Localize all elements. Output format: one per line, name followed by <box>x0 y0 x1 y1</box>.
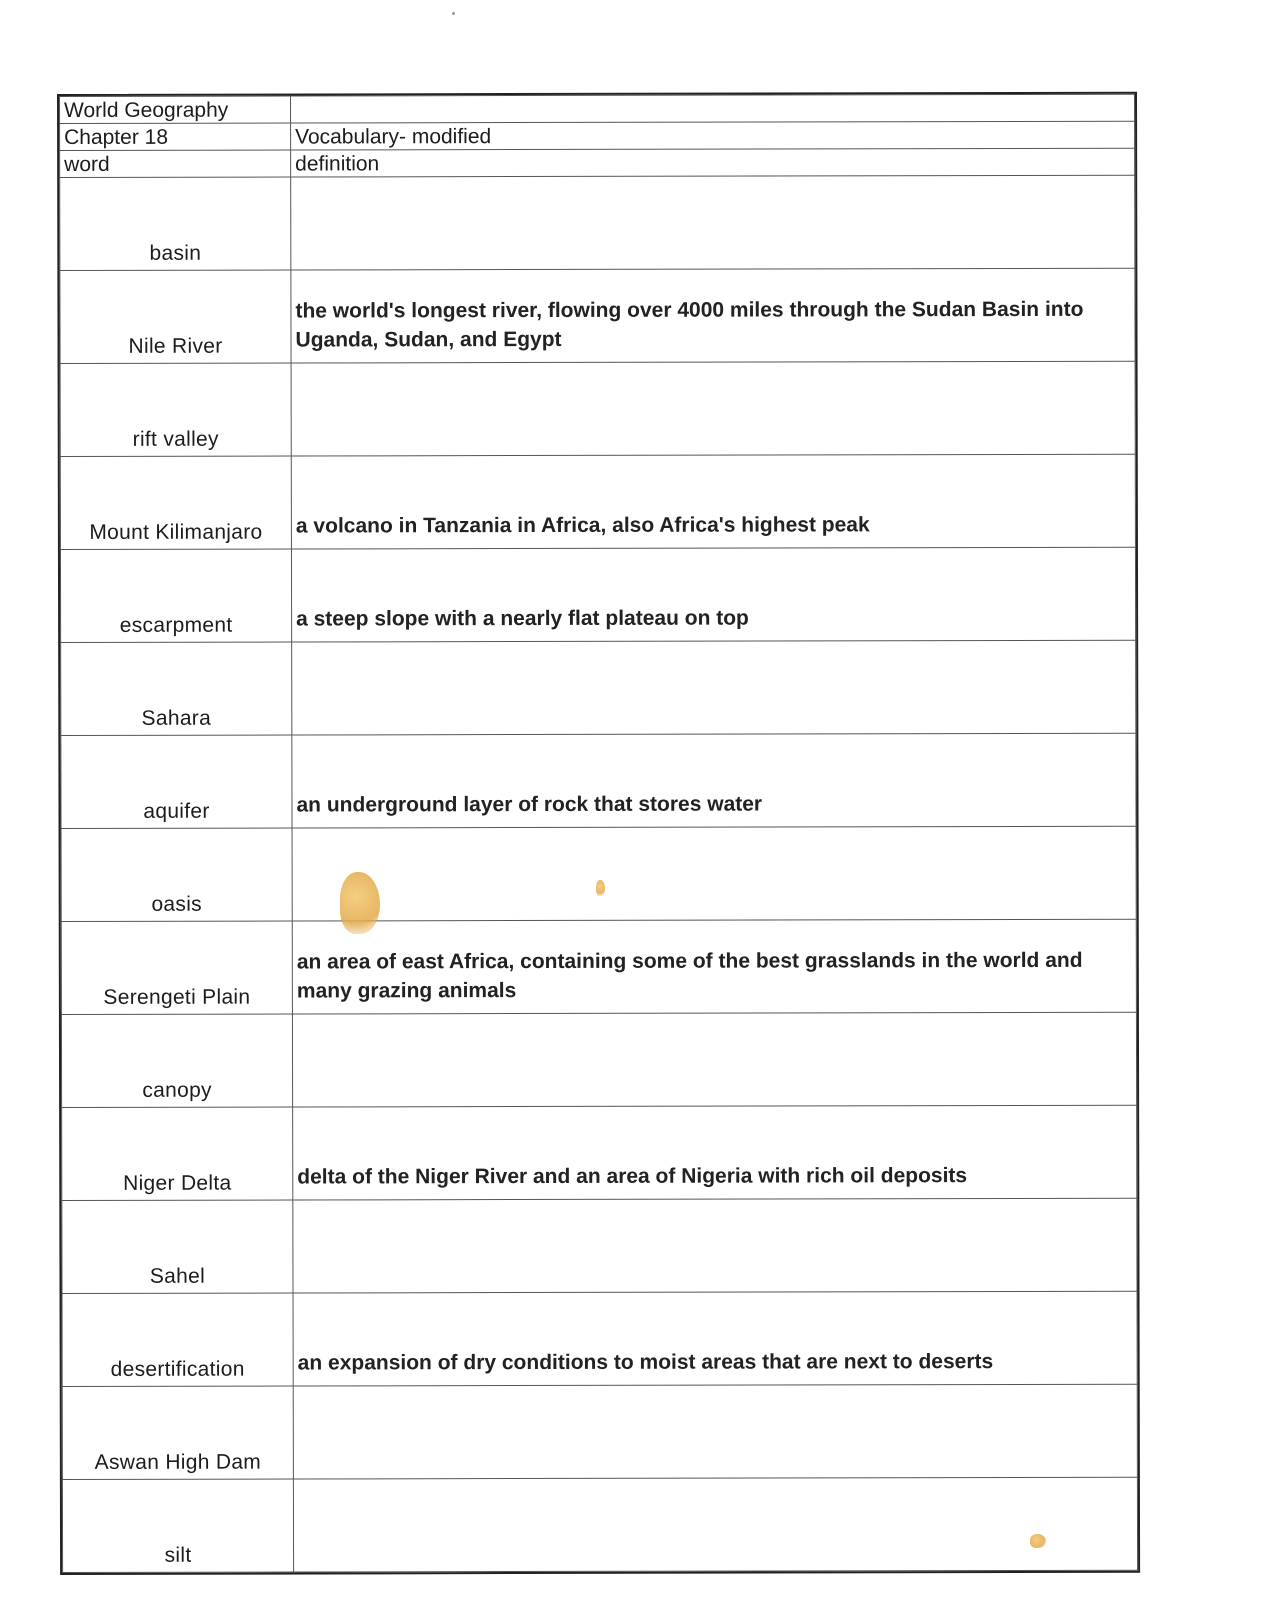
vocab-definition: a volcano in Tanzania in Africa, also Africa's highest peak <box>291 454 1135 549</box>
table-row <box>61 640 1136 735</box>
worksheet-subtitle: Vocabulary- modified <box>291 121 1135 150</box>
table-row <box>60 361 1135 456</box>
table-row <box>60 547 1135 642</box>
vocab-definition <box>292 1012 1136 1107</box>
vocab-word: Aswan High Dam <box>62 1386 293 1479</box>
vocab-definition: a steep slope with a nearly flat plateau on top <box>291 547 1135 642</box>
vocab-word: Mount Kilimanjaro <box>60 456 291 549</box>
vocab-definition <box>291 175 1135 270</box>
vocab-definition: the world's longest river, flowing over 4000 miles through the Sudan Basin into Uganda, Sudan, and Egypt <box>291 268 1135 363</box>
vocab-word: aquifer <box>61 735 292 828</box>
vocabulary-table <box>59 94 1138 1573</box>
vocab-word: oasis <box>61 828 292 921</box>
table-row <box>61 733 1136 828</box>
vocab-definition <box>293 1384 1137 1479</box>
table-row <box>61 919 1136 1014</box>
vocab-definition <box>292 826 1136 921</box>
course-title: World Geography <box>60 96 291 123</box>
vocab-word: silt <box>62 1479 293 1572</box>
vocab-definition <box>291 361 1135 456</box>
vocab-definition: an area of east Africa, containing some of the best grasslands in the world and many grazing animals <box>292 919 1136 1014</box>
vocab-word: Sahel <box>62 1200 293 1293</box>
vocab-word: Niger Delta <box>62 1107 293 1200</box>
table-row <box>61 1012 1136 1107</box>
table-row <box>60 454 1135 549</box>
vocab-word: canopy <box>61 1014 292 1107</box>
vocab-definition: delta of the Niger River and an area of Nigeria with rich oil deposits <box>293 1105 1137 1200</box>
table-row <box>61 826 1136 921</box>
vocab-word: desertification <box>62 1293 293 1386</box>
column-header-row <box>60 148 1135 177</box>
table-row <box>62 1384 1137 1479</box>
vocab-word: Nile River <box>60 270 291 363</box>
column-header-word: word <box>60 150 291 177</box>
vocab-word: Sahara <box>61 642 292 735</box>
paper-stain <box>596 880 605 896</box>
paper-stain <box>1030 1534 1046 1548</box>
table-row <box>62 1291 1137 1386</box>
scan-speck <box>452 12 455 15</box>
vocab-definition: an underground layer of rock that stores water <box>292 733 1136 828</box>
title-row <box>60 94 1135 123</box>
vocab-word: Serengeti Plain <box>61 921 292 1014</box>
table-row <box>62 1105 1137 1200</box>
vocab-definition <box>293 1198 1137 1293</box>
chapter-row <box>60 121 1135 150</box>
table-row <box>62 1198 1137 1293</box>
chapter-label: Chapter 18 <box>60 123 291 150</box>
vocab-definition <box>292 640 1136 735</box>
paper-stain <box>340 872 380 934</box>
vocabulary-worksheet <box>57 92 1140 1575</box>
vocab-definition <box>293 1477 1137 1572</box>
course-title-right <box>291 94 1135 123</box>
vocab-word: basin <box>60 177 291 270</box>
table-row <box>60 175 1135 270</box>
table-row <box>62 1477 1137 1572</box>
column-header-definition: definition <box>291 148 1135 177</box>
vocab-word: escarpment <box>60 549 291 642</box>
vocab-word: rift valley <box>60 363 291 456</box>
vocab-definition: an expansion of dry conditions to moist areas that are next to deserts <box>293 1291 1137 1386</box>
table-row <box>60 268 1135 363</box>
